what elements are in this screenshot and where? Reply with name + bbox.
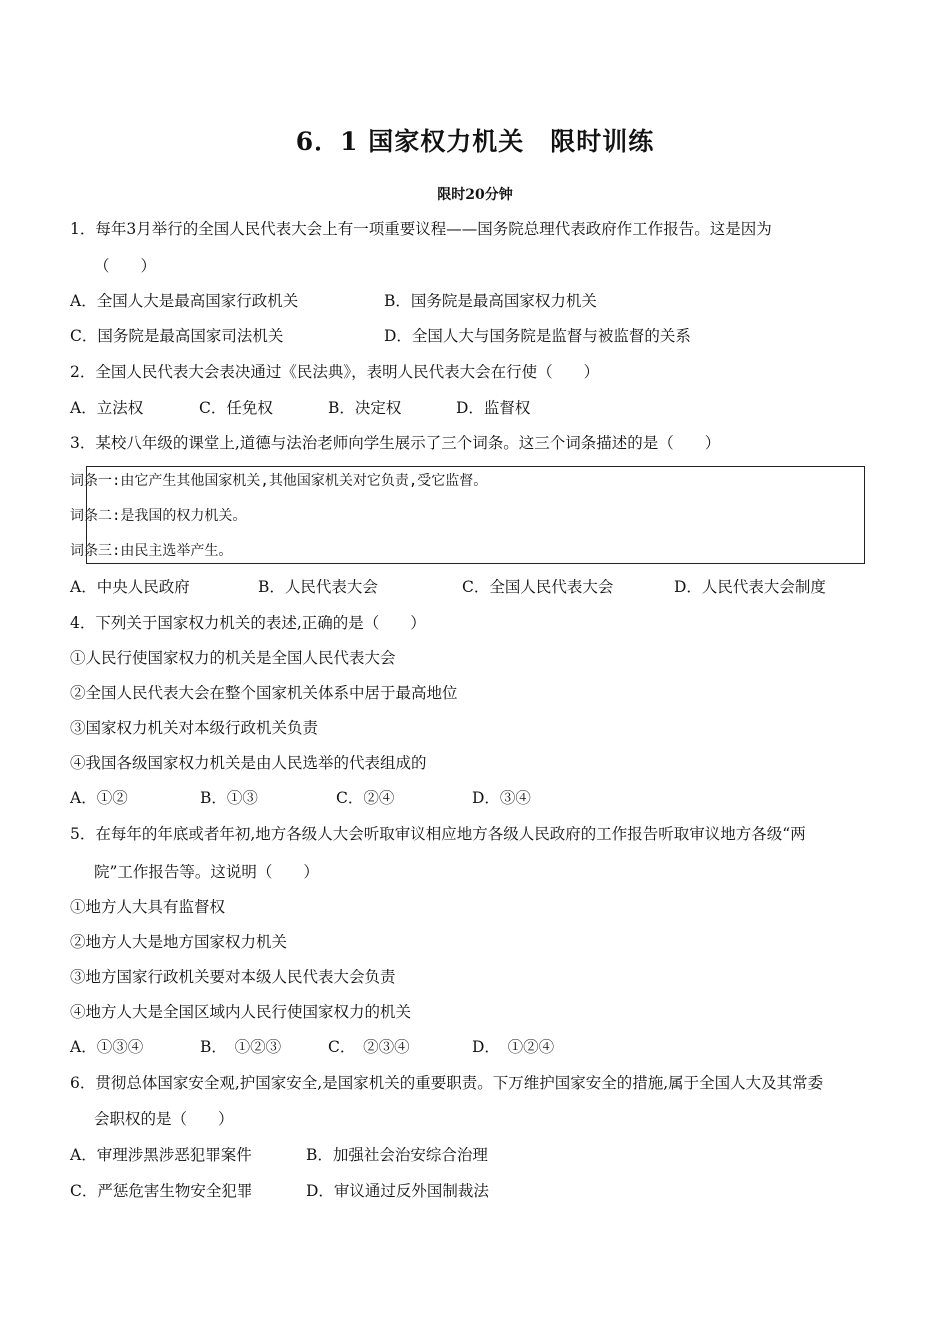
q3-entry-3: 词条三:由民主选举产生。 [70,543,233,559]
q4-item-2: ②全国人民代表大会在整个国家机关体系中居于最高地位 [70,684,458,702]
q5-option-a: A．①③④ [70,1038,144,1056]
q4-option-b: B．①③ [200,789,258,807]
q5-option-c: C． ②③④ [328,1038,410,1056]
q3-entry-2: 词条二:是我国的权力机关。 [70,508,247,524]
q2-option-a: A．立法权 [70,399,144,417]
q6-option-d: D．审议通过反外国制裁法 [306,1182,489,1200]
q4-option-a: A．①② [70,789,128,807]
time-limit-subtitle: 限时20分钟 [437,187,513,203]
q2-stem: 2．全国人民代表大会表决通过《民法典》，表明人民代表大会在行使（ ） [70,363,600,381]
q3-option-d: D．人民代表大会制度 [674,578,826,596]
q5-stem-line2: 院”工作报告等。这说明（ ） [94,863,319,881]
q1-option-d: D．全国人大与国务院是监督与被监督的关系 [384,327,691,345]
q1-stem-line2: （ ） [94,257,157,275]
q4-item-3: ③国家权力机关对本级行政机关负责 [70,719,319,737]
q3-stem: 3．某校八年级的课堂上,道德与法治老师向学生展示了三个词条。这三个词条描述的是（ ） [70,434,721,452]
q5-stem-line1: 5．在每年的年底或者年初,地方各级人大会听取审议相应地方各级人民政府的工作报告听取审议地方各级“两 [70,825,806,843]
q1-option-c: C．国务院是最高国家司法机关 [70,327,284,345]
q6-option-b: B．加强社会治安综合治理 [306,1146,488,1164]
q2-option-c: C．任免权 [199,399,273,417]
q4-option-c: C．②④ [336,789,395,807]
q6-option-c: C．严惩危害生物安全犯罪 [70,1182,253,1200]
q3-entry-1: 词条一:由它产生其他国家机关,其他国家机关对它负责,受它监督。 [70,473,488,489]
q4-item-4: ④我国各级国家权力机关是由人民选举的代表组成的 [70,754,427,772]
q6-stem-line2: 会职权的是（ ） [94,1110,234,1128]
page-title: 6．1 国家权力机关 限时训练 [295,127,655,156]
q5-item-1: ①地方人大具有监督权 [70,898,226,916]
q5-item-4: ④地方人大是全国区域内人民行使国家权力的机关 [70,1003,412,1021]
q2-option-b: B．决定权 [328,399,402,417]
q4-item-1: ①人民行使国家权力的机关是全国人民代表大会 [70,649,396,667]
q4-stem: 4．下列关于国家权力机关的表述,正确的是（ ） [70,614,426,632]
q5-item-3: ③地方国家行政机关要对本级人民代表大会负责 [70,968,396,986]
q1-stem-line1: 1．每年3月举行的全国人民代表大会上有一项重要议程——国务院总理代表政府作工作报告。这是因为 [70,220,772,238]
q3-option-c: C．全国人民代表大会 [462,578,614,596]
q3-option-a: A．中央人民政府 [70,578,190,596]
q5-item-2: ②地方人大是地方国家权力机关 [70,933,288,951]
q5-option-b: B． ①②③ [200,1038,282,1056]
q3-option-b: B．人民代表大会 [258,578,378,596]
q1-option-a: A．全国人大是最高国家行政机关 [70,292,299,310]
q6-option-a: A．审理涉黑涉恶犯罪案件 [70,1146,252,1164]
q2-option-d: D．监督权 [456,399,531,417]
q5-option-d: D． ①②④ [472,1038,555,1056]
q6-stem-line1: 6．贯彻总体国家安全观,护国家安全,是国家机关的重要职责。下万维护国家安全的措施,属于全国人大及其常委 [70,1074,824,1092]
q4-option-d: D．③④ [472,789,531,807]
q1-option-b: B．国务院是最高国家权力机关 [384,292,597,310]
